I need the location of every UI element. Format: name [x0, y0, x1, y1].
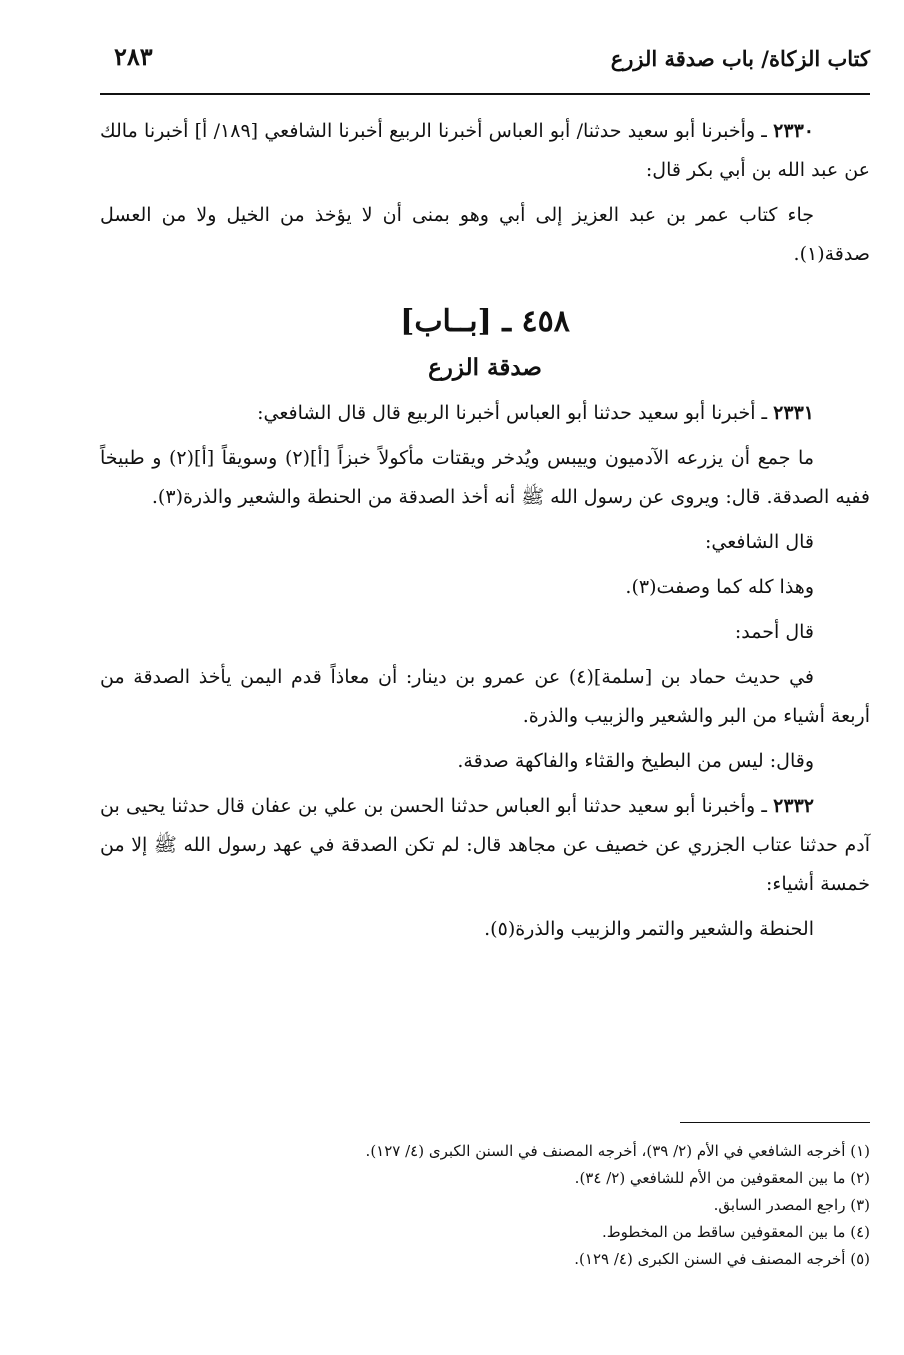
hadith-2331 — [100, 394, 870, 433]
hadith-2332 — [100, 787, 870, 904]
hadith-text: ـ أخبرنا أبو سعيد حدثنا أبو العباس أخبرنا الربيع قال قال الشافعي: — [257, 402, 774, 424]
footnote-5: (٥) أخرجه المصنف في السنن الكبرى (٤/ ١٢٩). — [574, 1250, 870, 1268]
hadith-text: ـ وأخبرنا أبو سعيد حدثنا أبو العباس حدثنا الحسن بن علي بن عفان قال حدثنا يحيى بن آدم حدثنا عتاب الجزري عن خصيف عن مجاهد قال: لم تكن الصدقة في عهد رسول الله ﷺ إلا من خمسة أشياء: — [100, 795, 870, 895]
footnote-rule — [680, 1122, 870, 1123]
chapter-subtitle: صدقة الزرع — [428, 354, 542, 381]
page-header — [100, 38, 870, 88]
footnotes — [100, 1138, 870, 1273]
header-rule — [100, 93, 870, 95]
paragraph: جاء كتاب عمر بن عبد العزيز إلى أبي وهو بمنى أن لا يؤخذ من الخيل ولا من العسل صدقة(١). — [100, 204, 870, 265]
hadith-number: ٢٣٣٢ — [773, 795, 814, 817]
running-title: كتاب الزكاة/ باب صدقة الزرع — [610, 46, 870, 71]
paragraph: وقال: ليس من البطيخ والقثاء والفاكهة صدقة. — [457, 750, 814, 772]
footnote-3: (٣) راجع المصدر السابق. — [713, 1196, 870, 1214]
hadith-number: ٢٣٣١ — [773, 402, 814, 424]
footnote-4: (٤) ما بين المعقوفين ساقط من المخطوط. — [602, 1223, 870, 1241]
main-text — [100, 112, 870, 955]
paragraph: قال أحمد: — [734, 621, 814, 643]
chapter-heading: ٤٥٨ ـ [بــاب] — [400, 304, 570, 339]
footnote-2: (٢) ما بين المعقوفين من الأم للشافعي (٢/ ٣٤). — [574, 1169, 870, 1187]
paragraph: الحنطة والشعير والتمر والزبيب والذرة(٥). — [484, 918, 814, 940]
page-number: ٢٨٣ — [114, 42, 153, 71]
paragraph: قال الشافعي: — [704, 531, 814, 553]
hadith-2330 — [100, 112, 870, 190]
paragraph: في حديث حماد بن [سلمة](٤) عن عمرو بن دينار: أن معاذاً قدم اليمن يأخذ الصدقة من أربعة أشياء من البر والشعير والزبيب والذرة. — [100, 666, 870, 727]
footnote-1: (١) أخرجه الشافعي في الأم (٢/ ٣٩)، أخرجه المصنف في السنن الكبرى (٤/ ١٢٧). — [365, 1142, 870, 1160]
hadith-number: ٢٣٣٠ — [773, 120, 814, 142]
paragraph: وهذا كله كما وصفت(٣). — [625, 576, 814, 598]
hadith-text: ـ وأخبرنا أبو سعيد حدثنا/ أبو العباس أخبرنا الربيع أخبرنا الشافعي [١٨٩/ أ] أخبرنا مالك عن عبد الله بن أبي بكر قال: — [100, 120, 870, 181]
paragraph: ما جمع أن يزرعه الآدميون وييبس ويُدخر ويقتات مأكولاً خبزاً [أ](٢) وسويقاً [أ](٢) و طبيخاً ففيه الصدقة. قال: ويروى عن رسول الله ﷺ أنه أخذ الصدقة من الحنطة والشعير والذرة(٣). — [100, 447, 870, 508]
